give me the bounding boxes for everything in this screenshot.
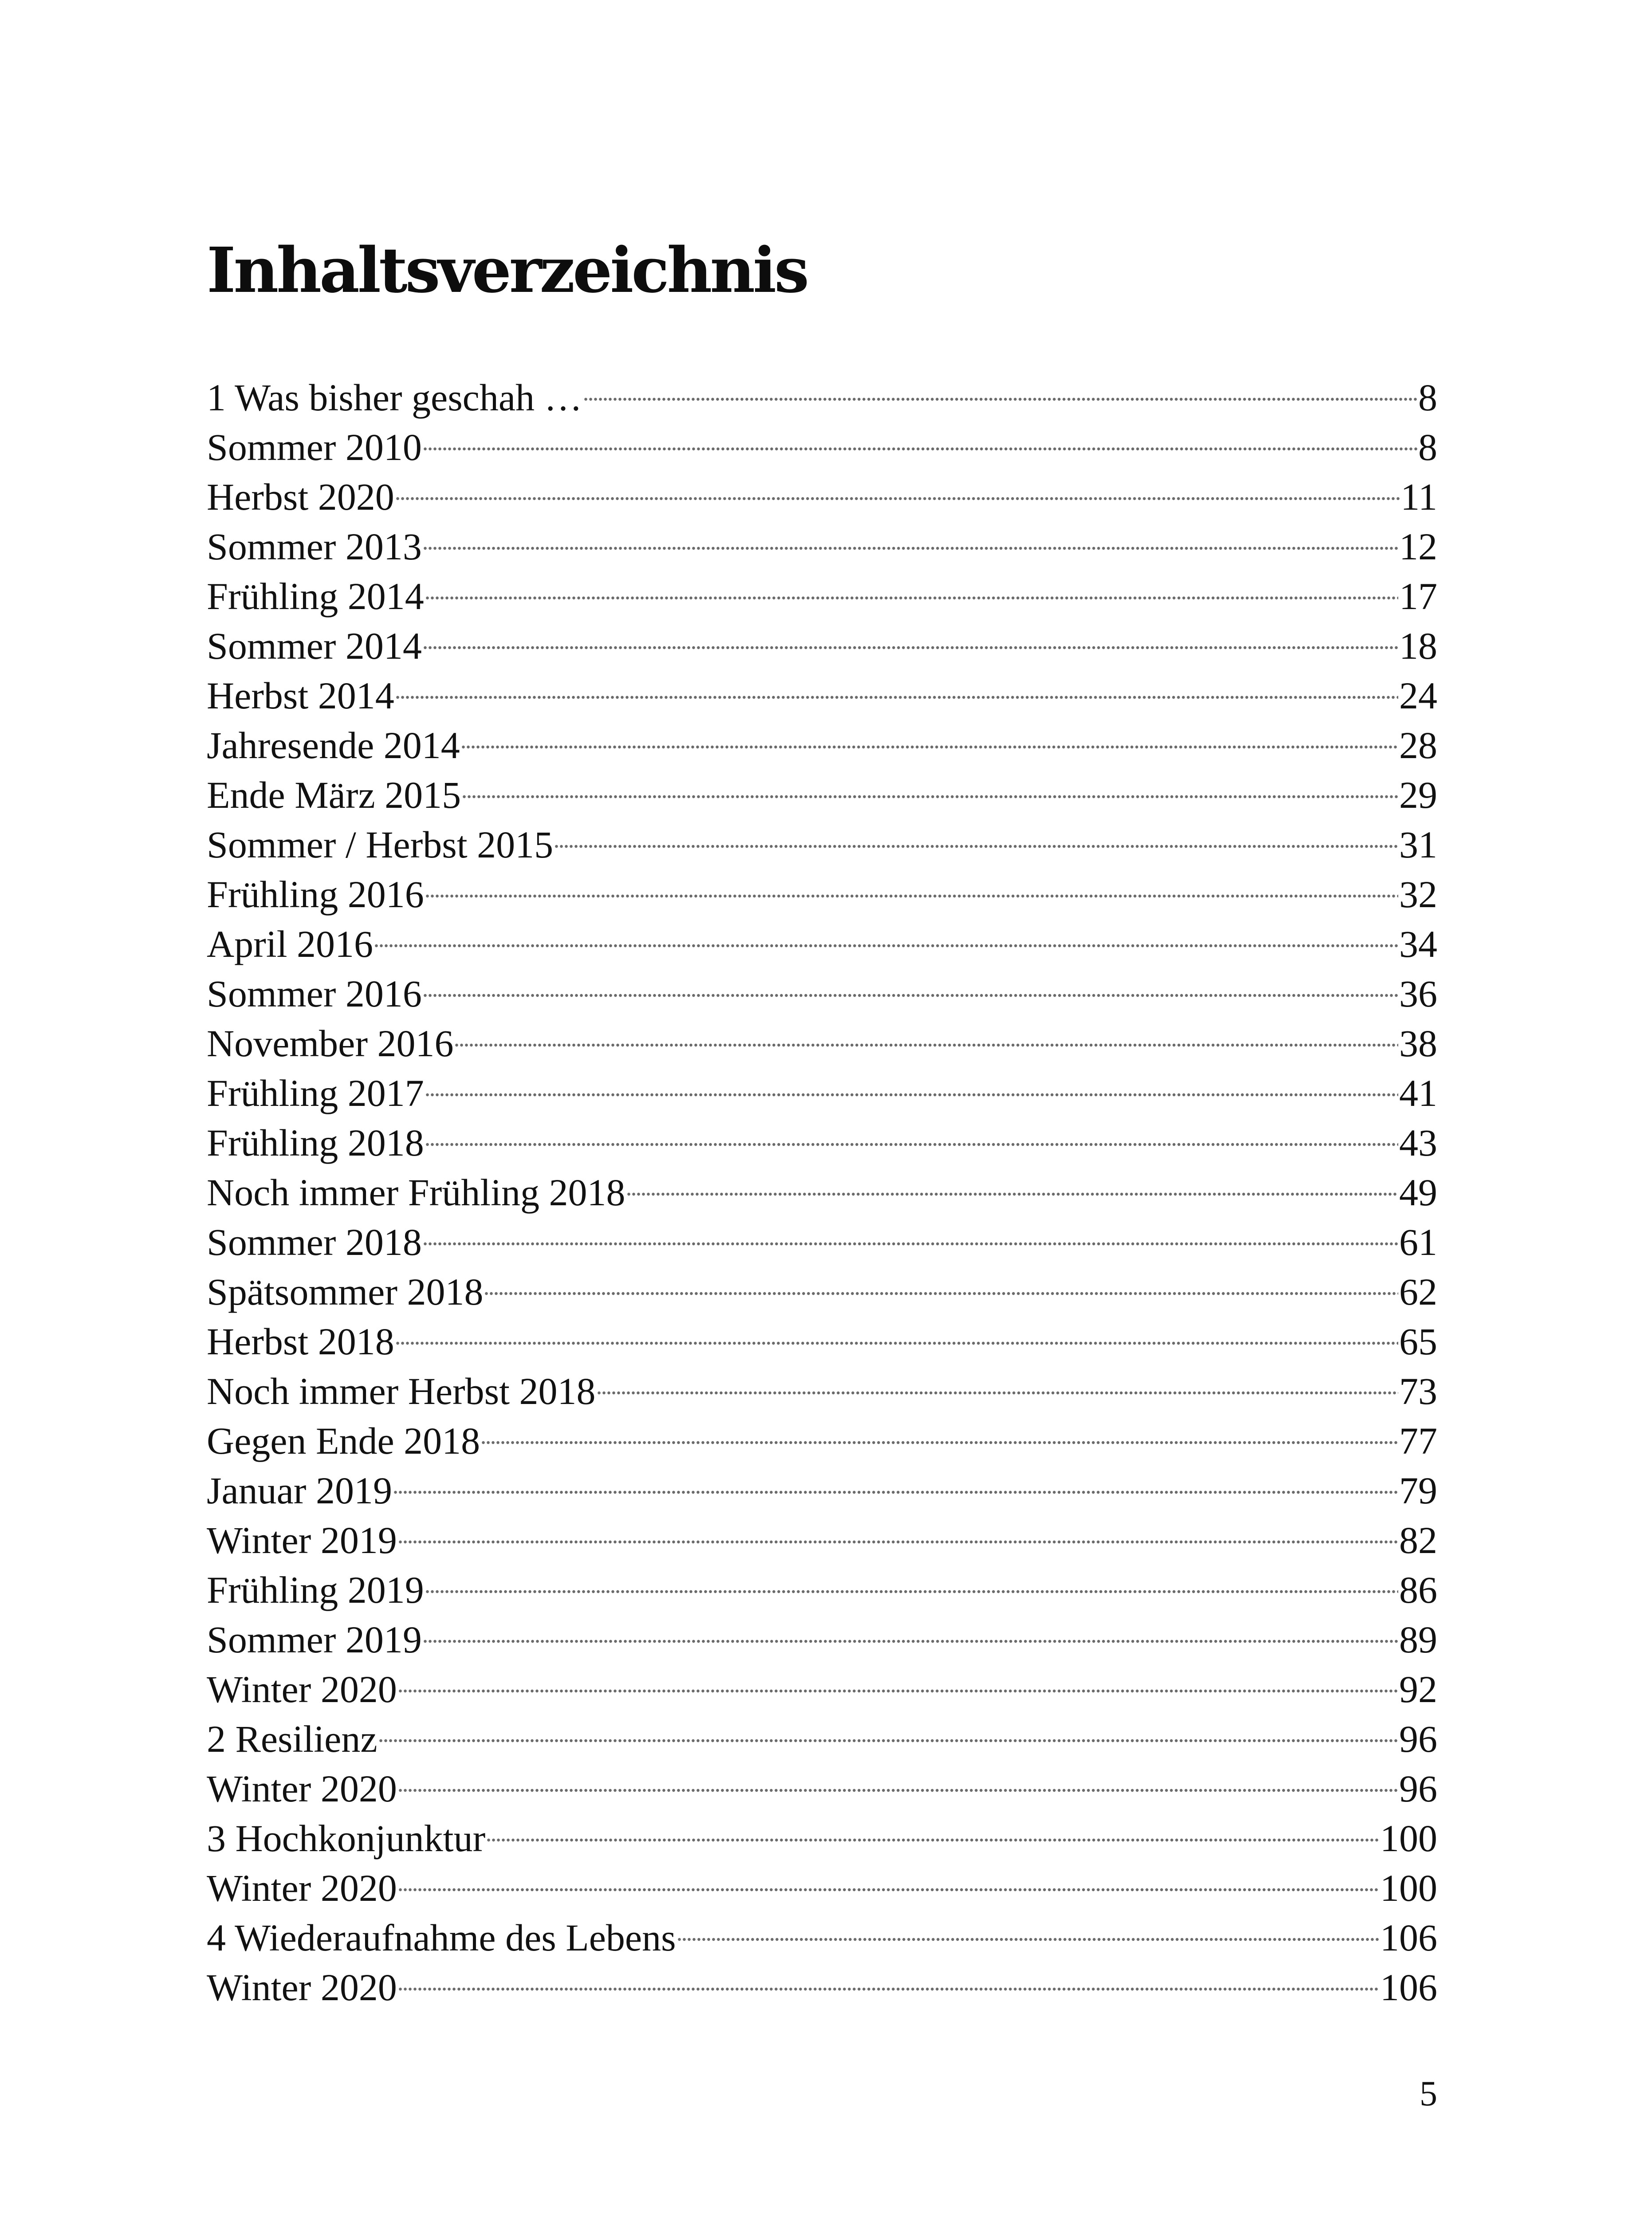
toc-entry-label: Winter 2020	[207, 1867, 397, 1909]
toc-entry-label: Januar 2019	[207, 1469, 392, 1512]
toc-entry[interactable]	[207, 820, 1437, 869]
toc-entry-page-number: 79	[1399, 1469, 1437, 1512]
toc-entry-page-number: 65	[1399, 1320, 1437, 1363]
dot-leader	[423, 447, 1417, 451]
dot-leader	[484, 1291, 1398, 1296]
toc-entry-label: Noch immer Herbst 2018	[207, 1370, 596, 1412]
dot-leader	[395, 695, 1398, 700]
dot-leader	[378, 1738, 1398, 1743]
toc-entry-label: Frühling 2016	[207, 873, 424, 916]
toc-entry-page-number: 100	[1380, 1817, 1437, 1860]
toc-entry[interactable]	[207, 1267, 1437, 1317]
dot-leader	[423, 546, 1398, 551]
dot-leader	[393, 1490, 1398, 1494]
dot-leader	[481, 1440, 1398, 1445]
toc-entry-page-number: 18	[1399, 625, 1437, 667]
toc-entry[interactable]	[207, 1466, 1437, 1515]
toc-entry-label: Herbst 2020	[207, 476, 394, 518]
toc-entry[interactable]	[207, 1764, 1437, 1813]
page-number: 5	[1420, 2074, 1437, 2113]
toc-entry-label: Winter 2019	[207, 1519, 397, 1561]
toc-entry[interactable]	[207, 472, 1437, 522]
toc-entry[interactable]	[207, 770, 1437, 820]
toc-entry-page-number: 38	[1399, 1022, 1437, 1065]
toc-entry-page-number: 8	[1418, 376, 1437, 419]
dot-leader	[398, 1689, 1398, 1693]
toc-entry[interactable]	[207, 373, 1437, 422]
toc-entry-page-number: 29	[1399, 774, 1437, 816]
toc-entry-page-number: 17	[1399, 575, 1437, 617]
dot-leader	[398, 1540, 1398, 1544]
toc-entry-page-number: 31	[1399, 823, 1437, 866]
toc-entry-page-number: 100	[1380, 1867, 1437, 1909]
dot-leader	[374, 944, 1398, 948]
toc-entry-label: Winter 2020	[207, 1767, 397, 1810]
toc-entry[interactable]	[207, 571, 1437, 621]
toc-entry-label: Sommer / Herbst 2015	[207, 823, 554, 866]
toc-entry[interactable]	[207, 1813, 1437, 1863]
dot-leader	[425, 1589, 1398, 1594]
table-of-contents	[207, 373, 1437, 2012]
toc-entry[interactable]	[207, 1217, 1437, 1267]
toc-entry[interactable]	[207, 869, 1437, 919]
toc-entry-label: Herbst 2014	[207, 674, 394, 717]
toc-entry-page-number: 12	[1399, 525, 1437, 568]
page-title: Inhaltsverzeichnis	[207, 234, 807, 307]
toc-entry[interactable]	[207, 1615, 1437, 1664]
toc-entry[interactable]	[207, 522, 1437, 571]
toc-entry[interactable]	[207, 1168, 1437, 1217]
dot-leader	[583, 397, 1417, 401]
toc-entry[interactable]	[207, 422, 1437, 472]
toc-entry-page-number: 41	[1399, 1072, 1437, 1114]
toc-entry-label: November 2016	[207, 1022, 454, 1065]
toc-entry-label: Sommer 2019	[207, 1618, 422, 1661]
toc-entry-page-number: 96	[1399, 1767, 1437, 1810]
toc-entry[interactable]	[207, 1714, 1437, 1764]
toc-entry-label: Spätsommer 2018	[207, 1270, 484, 1313]
toc-entry-label: Winter 2020	[207, 1966, 397, 2009]
toc-entry[interactable]	[207, 621, 1437, 671]
toc-entry[interactable]	[207, 720, 1437, 770]
toc-entry-page-number: 73	[1399, 1370, 1437, 1412]
toc-entry-page-number: 86	[1399, 1569, 1437, 1611]
toc-entry[interactable]	[207, 1565, 1437, 1615]
dot-leader	[423, 993, 1398, 998]
toc-entry-label: Gegen Ende 2018	[207, 1420, 480, 1462]
toc-entry-page-number: 77	[1399, 1420, 1437, 1462]
toc-entry-page-number: 8	[1418, 426, 1437, 468]
dot-leader	[423, 1639, 1398, 1644]
toc-entry-label: Sommer 2018	[207, 1221, 422, 1263]
dot-leader	[626, 1192, 1398, 1196]
toc-entry-label: 1 Was bisher geschah …	[207, 376, 582, 419]
toc-entry[interactable]	[207, 1118, 1437, 1168]
toc-entry-label: Sommer 2016	[207, 972, 422, 1015]
toc-entry[interactable]	[207, 1962, 1437, 2012]
toc-entry[interactable]	[207, 1366, 1437, 1416]
dot-leader	[597, 1391, 1398, 1395]
toc-entry-label: Winter 2020	[207, 1668, 397, 1711]
toc-entry[interactable]	[207, 1863, 1437, 1913]
toc-entry-page-number: 106	[1380, 1966, 1437, 2009]
dot-leader	[395, 1341, 1398, 1345]
dot-leader	[454, 1043, 1398, 1047]
toc-entry[interactable]	[207, 1664, 1437, 1714]
toc-entry-page-number: 11	[1400, 476, 1437, 518]
toc-entry-label: Frühling 2018	[207, 1121, 424, 1164]
toc-entry-label: Noch immer Frühling 2018	[207, 1171, 625, 1214]
toc-entry-page-number: 62	[1399, 1270, 1437, 1313]
toc-entry[interactable]	[207, 1515, 1437, 1565]
toc-entry-page-number: 49	[1399, 1171, 1437, 1214]
toc-entry-label: Frühling 2014	[207, 575, 424, 617]
toc-entry[interactable]	[207, 671, 1437, 720]
dot-leader	[398, 1888, 1379, 1892]
dot-leader	[554, 844, 1398, 849]
toc-entry-label: Frühling 2019	[207, 1569, 424, 1611]
toc-entry-page-number: 32	[1399, 873, 1437, 916]
dot-leader	[423, 645, 1398, 650]
toc-entry-label: 3 Hochkonjunktur	[207, 1817, 486, 1860]
toc-entry-page-number: 28	[1399, 724, 1437, 767]
toc-entry[interactable]	[207, 1913, 1437, 1962]
dot-leader	[423, 1242, 1398, 1246]
toc-entry-label: April 2016	[207, 923, 374, 965]
dot-leader	[462, 794, 1398, 799]
toc-entry[interactable]	[207, 1068, 1437, 1118]
toc-entry-label: Sommer 2010	[207, 426, 422, 468]
toc-entry-label: Sommer 2014	[207, 625, 422, 667]
toc-entry[interactable]	[207, 1019, 1437, 1068]
toc-entry[interactable]	[207, 1416, 1437, 1466]
toc-entry-page-number: 92	[1399, 1668, 1437, 1711]
dot-leader	[461, 745, 1398, 749]
dot-leader	[425, 894, 1398, 898]
toc-entry[interactable]	[207, 969, 1437, 1019]
toc-entry-label: 4 Wiederaufnahme des Lebens	[207, 1916, 676, 1959]
toc-entry-page-number: 106	[1380, 1916, 1437, 1959]
toc-entry-label: Herbst 2018	[207, 1320, 394, 1363]
toc-entry-label: 2 Resilienz	[207, 1718, 378, 1760]
toc-entry-page-number: 24	[1399, 674, 1437, 717]
toc-entry-page-number: 43	[1399, 1121, 1437, 1164]
dot-leader	[677, 1937, 1379, 1942]
toc-entry-page-number: 89	[1399, 1618, 1437, 1661]
dot-leader	[398, 1788, 1398, 1793]
dot-leader	[398, 1987, 1379, 1991]
toc-entry-label: Sommer 2013	[207, 525, 422, 568]
toc-entry-page-number: 34	[1399, 923, 1437, 965]
dot-leader	[486, 1838, 1379, 1842]
toc-entry-label: Ende März 2015	[207, 774, 461, 816]
dot-leader	[395, 496, 1400, 501]
toc-entry-label: Jahresende 2014	[207, 724, 460, 767]
toc-entry[interactable]	[207, 1317, 1437, 1366]
toc-entry-page-number: 36	[1399, 972, 1437, 1015]
toc-entry-page-number: 96	[1399, 1718, 1437, 1760]
toc-entry-label: Frühling 2017	[207, 1072, 424, 1114]
dot-leader	[425, 596, 1398, 600]
toc-entry[interactable]	[207, 919, 1437, 969]
dot-leader	[425, 1142, 1398, 1147]
dot-leader	[425, 1093, 1398, 1097]
toc-entry-page-number: 82	[1399, 1519, 1437, 1561]
toc-entry-page-number: 61	[1399, 1221, 1437, 1263]
